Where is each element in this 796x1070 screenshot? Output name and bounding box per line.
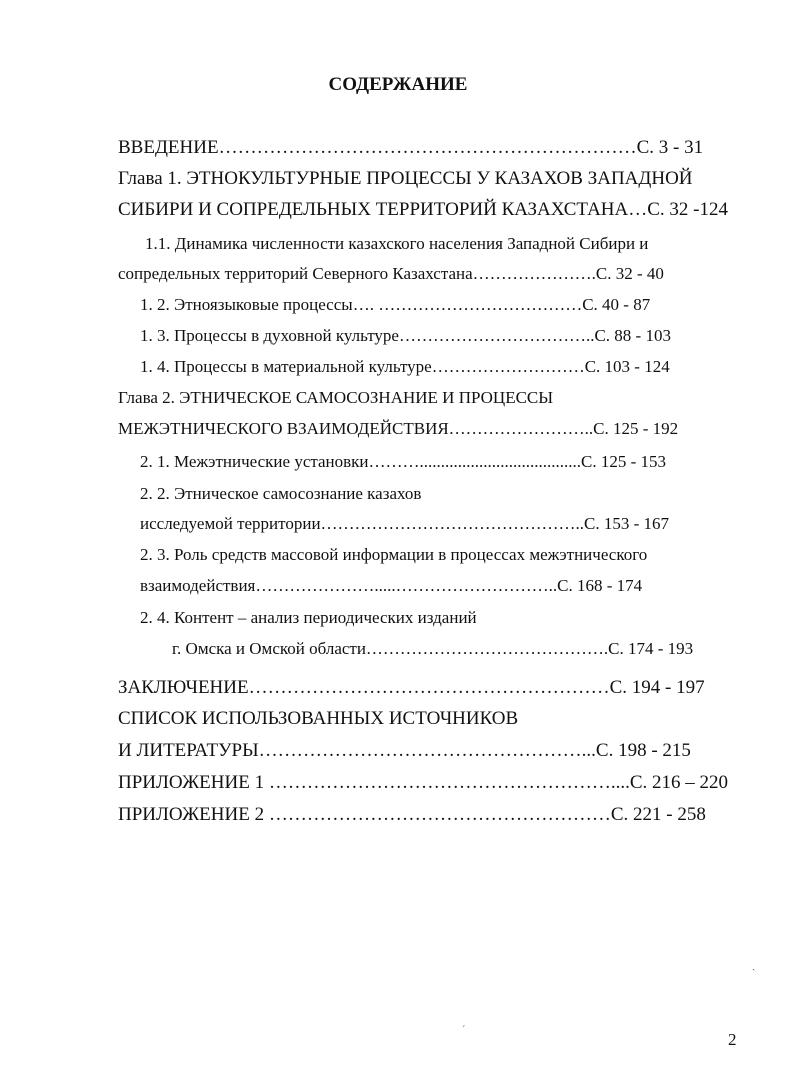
toc-entry-section-2-2: 2. 2. Этническое самосознание казахов bbox=[140, 484, 422, 503]
toc-entry-chapter-2-title-cont: МЕЖЭТНИЧЕСКОГО ВЗАИМОДЕЙСТВИЯ……………………..С. 125 - 192 bbox=[118, 419, 679, 438]
toc-entry-section-2-1: 2. 1. Межэтнические установки………......................................С. 125 - 153 bbox=[140, 452, 667, 471]
toc-entry-section-2-2-cont: исследуемой территории………………………………………..С. 153 - 167 bbox=[140, 514, 670, 533]
toc-entry-appendix-2: ПРИЛОЖЕНИЕ 2 ………………………………………………С. 221 - 258 bbox=[118, 804, 706, 825]
scan-speck: ˏ bbox=[752, 960, 756, 971]
toc-entry-references-cont: И ЛИТЕРАТУРЫ……………………………………………...С. 198 - 215 bbox=[118, 740, 691, 761]
toc-entry-section-1-1-cont: сопредельных территорий Северного Казахстана………………….С. 32 - 40 bbox=[118, 264, 664, 283]
page-title: СОДЕРЖАНИЕ bbox=[328, 74, 468, 95]
toc-entry-section-1-1: 1.1. Динамика численности казахского населения Западной Сибири и bbox=[145, 234, 649, 253]
toc-entry-chapter-1-title-cont: СИБИРИ И СОПРЕДЕЛЬНЫХ ТЕРРИТОРИЙ КАЗАХСТАНА…С. 32 -124 bbox=[118, 199, 729, 220]
toc-entry-appendix-1: ПРИЛОЖЕНИЕ 1 ………………………………………………....С. 216 – 220 bbox=[118, 772, 728, 793]
toc-entry-section-2-4-cont: г. Омска и Омской области…………………………………….С. 174 - 193 bbox=[172, 639, 694, 658]
toc-entry-section-1-2: 1. 2. Этноязыковые процессы…. ………………………………С. 40 - 87 bbox=[140, 295, 651, 314]
toc-entry-section-2-3: 2. 3. Роль средств массовой информации в процессах межэтнического bbox=[140, 545, 648, 564]
toc-entry-chapter-2-title: Глава 2. ЭТНИЧЕСКОЕ САМОСОЗНАНИЕ И ПРОЦЕССЫ bbox=[118, 388, 554, 407]
toc-entry-section-2-3-cont: взаимодействия………………….....………………………..С. 168 - 174 bbox=[140, 576, 643, 595]
toc-entry-references: СПИСОК ИСПОЛЬЗОВАННЫХ ИСТОЧНИКОВ bbox=[118, 708, 519, 729]
page-number: 2 bbox=[728, 1030, 737, 1049]
scan-speck: ˊ bbox=[462, 1025, 466, 1036]
toc-entry-section-2-4: 2. 4. Контент – анализ периодических изданий bbox=[140, 608, 477, 627]
toc-entry-introduction: ВВЕДЕНИЕ…………………………………………………………С. 3 - 31 bbox=[118, 137, 704, 158]
toc-entry-conclusion: ЗАКЛЮЧЕНИЕ…………………………………………………С. 194 - 197 bbox=[118, 677, 705, 698]
toc-entry-section-1-3: 1. 3. Процессы в духовной культуре……………………………..С. 88 - 103 bbox=[140, 326, 671, 345]
toc-entry-section-1-4: 1. 4. Процессы в материальной культуре………………………С. 103 - 124 bbox=[140, 357, 670, 376]
toc-entry-chapter-1-title: Глава 1. ЭТНОКУЛЬТУРНЫЕ ПРОЦЕССЫ У КАЗАХОВ ЗАПАДНОЙ bbox=[118, 168, 693, 189]
